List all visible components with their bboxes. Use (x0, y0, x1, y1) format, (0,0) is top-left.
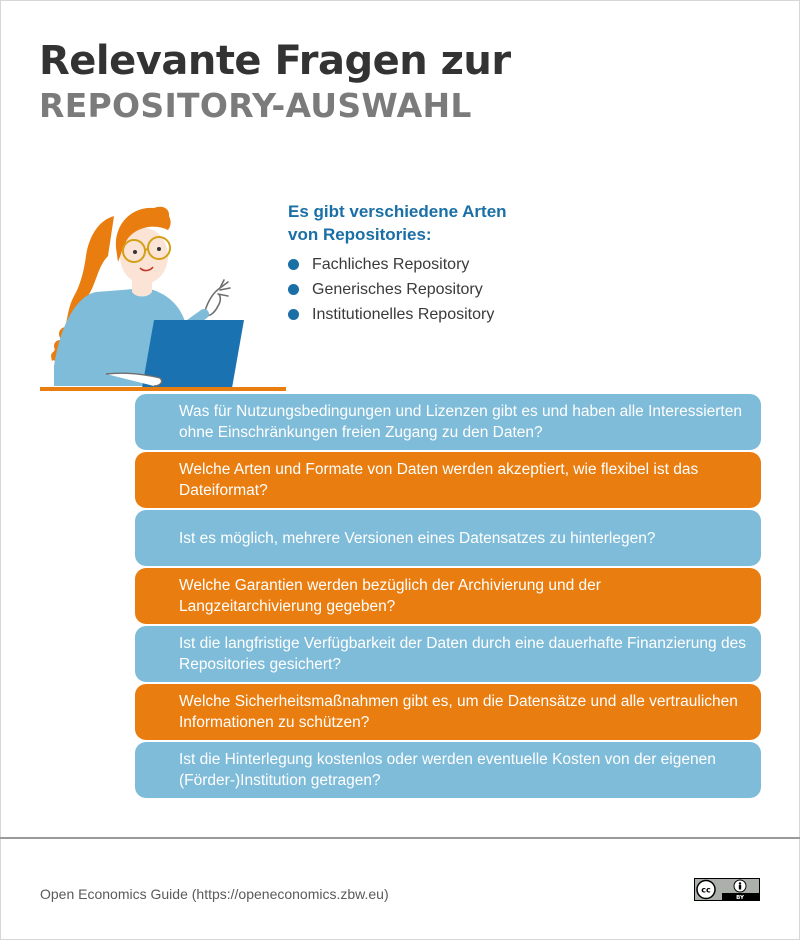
question-box (135, 684, 761, 740)
footer-source-text: Open Economics Guide (https://openeconomics.zbw.eu) (40, 886, 389, 902)
page-title: Relevante Fragen zur (39, 38, 511, 84)
cc-by-icon (694, 878, 760, 901)
bullet-icon (288, 259, 299, 270)
question-box (135, 626, 761, 682)
list-item (288, 302, 494, 327)
question-text: Ist es möglich, mehrere Versionen eines Datensatzes zu hinterlegen? (179, 529, 656, 547)
question-text: Welche Arten und Formate von Daten werden akzeptiert, wie flexibel ist das Dateiformat? (179, 461, 699, 499)
question-text: Welche Sicherheitsmaßnahmen gibt es, um die Datensätze und alle vertraulichen Informationen zu schützen? (179, 693, 738, 731)
repository-type-label: Generisches Repository (312, 280, 483, 298)
repository-types-list (288, 252, 494, 327)
question-box (135, 394, 761, 450)
question-text: Ist die Hinterlegung kostenlos oder werden eventuelle Kosten von der eigenen (Förder-)Institution getragen? (179, 751, 716, 789)
question-list (135, 394, 761, 800)
repository-types-heading: Es gibt verschiedene Arten von Repositories: (288, 202, 507, 244)
question-text: Ist die langfristige Verfügbarkeit der Daten durch eine dauerhafte Finanzierung des Repositories gesichert? (179, 635, 746, 673)
page-subtitle: REPOSITORY-AUSWAHL (39, 86, 472, 125)
list-item (288, 252, 494, 277)
bullet-icon (288, 309, 299, 320)
woman-with-laptop-illustration (36, 196, 292, 396)
list-item (288, 277, 494, 302)
question-box (135, 452, 761, 508)
question-box (135, 742, 761, 798)
footer-divider (0, 837, 800, 839)
svg-text:cc: cc (701, 885, 711, 895)
question-text: Welche Garantien werden bezüglich der Archivierung und der Langzeitarchivierung gegeben? (179, 577, 601, 615)
bullet-icon (288, 284, 299, 295)
question-box (135, 510, 761, 566)
repository-type-label: Fachliches Repository (312, 255, 470, 273)
question-text: Was für Nutzungsbedingungen und Lizenzen gibt es und haben alle Interessierten ohne Einschränkungen freien Zugang zu den Daten? (179, 403, 742, 441)
license-label: BY (736, 895, 744, 901)
repository-type-label: Institutionelles Repository (312, 305, 495, 323)
question-box (135, 568, 761, 624)
